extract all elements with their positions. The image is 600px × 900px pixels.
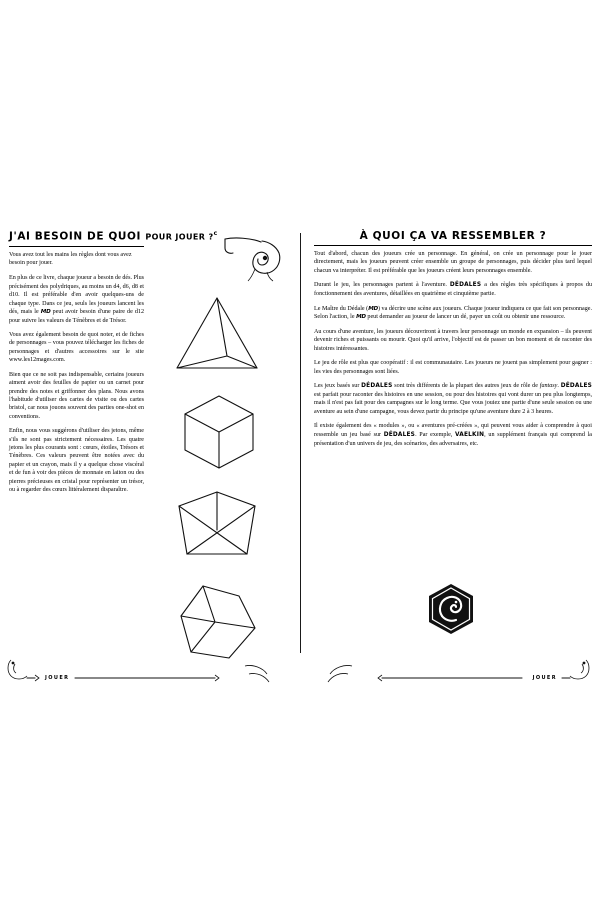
right-paragraph-5: Le jeu de rôle est plus que coopératif : il est communautaire. Les joueurs ne jouent pas simplement pour gagner : les vies des personnages sont liées. (314, 360, 592, 375)
right-page-footer-label: JOUER (532, 675, 557, 681)
left-page-heading-main: J'AI BESOIN DE QUOI (9, 230, 142, 243)
right-paragraph-6: Les jeux basés sur DÉDALES sont très différents de la plupart des autres jeux de rôle de fantasy. DÉDALES est parfait pour raconter des histoires en une session, ou pour des histoires qui vont durer un peu plus longtemps, mais il n'est pas fait pour des campagnes sur le long terme. Que vous jouiez une partie d'une seule session ou une aventure au sein d'une campagne, vous devez partir du principe qu'une aventure dure 2 à 3 heures. (314, 383, 593, 415)
gargoyle-icon (221, 236, 283, 284)
corner-ornament-icon (312, 654, 592, 690)
left-page-footer (5, 654, 290, 690)
left-paragraph-1: En plus de ce livre, chaque joueur a besoin de dés. Plus précisément des polydriques, au moins un d4, d6, d8 et d10. Il est préférable d'en avoir quelques-uns de chaque type. Dans ce jeu, seuls les joueurs lancent les dés, mais le MD peut avoir besoin d'une paire de d12 pour suivre les valeurs de Ténèbres et de Trésor. (9, 275, 144, 324)
right-page (312, 230, 597, 690)
dice-illustration-column (153, 240, 285, 660)
left-page-heading-small: POUR JOUER ? (145, 232, 214, 242)
left-paragraph-3: Bien que ce ne soit pas indispensable, certains joueurs aiment avoir des feuilles de papier ou un carnet pour prendre des notes et griffonner des plans. Nous avons l'habitude d'utiliser des cartes de visite ou des cartes bristol, car nous jouons souvent des parties one-shot en conventions. (9, 371, 144, 420)
left-page-lead: Vous avez tout les mains les règles dont vous avez besoin pour jouer. (9, 251, 132, 266)
left-page-heading (9, 230, 218, 243)
left-paragraph-2: Vous avez également besoin de quoi noter, et de fiches de personnages – vous pouvez télécharger les fiches de personnages et d'autres accessoires sur le site www.les12mages.com. (9, 332, 144, 364)
book-spread (0, 230, 600, 690)
left-page-heading-sup: c (213, 230, 218, 237)
left-page-text-column (9, 230, 218, 500)
right-page-text-column (314, 230, 592, 454)
right-paragraph-1: Tout d'abord, chacun des joueurs crée un personnage. En général, on crée un personnage pour le jouer directement, mais les joueurs peuvent créer ensemble un groupe de personnages, puis décider plus tard lequel chacun va interpréter. Il est préférable que les joueurs créent leurs personnages ensemble. (314, 251, 592, 274)
left-page (5, 230, 290, 690)
right-paragraph-3: Le Maître du Dédale (MD) va décrire une scène aux joueurs. Chaque joueur indiquera ce que fait son personnage. Selon l'action, le MD peut demander au joueur de lancer un dé, payer un coût ou obtenir une ressource. (314, 305, 592, 321)
tetrahedron-die-icon (171, 294, 263, 378)
octahedron-die-icon (173, 488, 261, 564)
right-page-heading: À QUOI ÇA VA RESSEMBLER ? (359, 230, 547, 242)
right-paragraph-2: Durant le jeu, les personnages partent à l'aventure. DÉDALES a des règles très spécifiques à propos du fonctionnement des aventures, détaillées en quatrième et cinquième partie. (314, 282, 592, 298)
dragon-seal-icon (420, 582, 482, 644)
left-paragraph-4: Enfin, nous vous suggérons d'utiliser des jetons, même s'ils ne sont pas strictement nécessaires. Les quatre jetons les plus courants sont : cœurs, étoiles, Trésors et Ténèbres. Ces valeurs peuvent être notées avec du papier et un crayon, mais il y a quelque chose viscéral et de fun à voir des pièces de monnaie en laiton ou des pierres précieuses en cristal pour représenter un trésor, ou à regarder des cœurs littéralement disparaître. (9, 428, 144, 493)
corner-ornament-icon (5, 654, 285, 690)
right-page-footer (312, 654, 597, 690)
right-page-heading-rule (314, 245, 592, 246)
cube-die-icon (175, 392, 261, 472)
left-page-heading-rule (9, 246, 144, 247)
left-page-footer-label: JOUER (45, 675, 70, 681)
right-paragraph-7: Il existe également des « modules », ou « aventures pré-créées », qui peuvent vous aider à comprendre à quoi ressemble un jeu basé sur DÉDALES. Par exemple, VAELKIN, un supplément français qui comprend la présentation d'un univers de jeu, des scénarios, des adversaires, etc. (314, 423, 592, 447)
right-paragraph-4: Au cours d'une aventure, les joueurs découvriront à travers leur personnage un monde en expansion – ils peuvent devenir riches et puissants ou mourir. Quoi qu'il arrive, l'objectif est de passer un bon moment et de raconter des histoires intéressantes. (314, 329, 592, 352)
